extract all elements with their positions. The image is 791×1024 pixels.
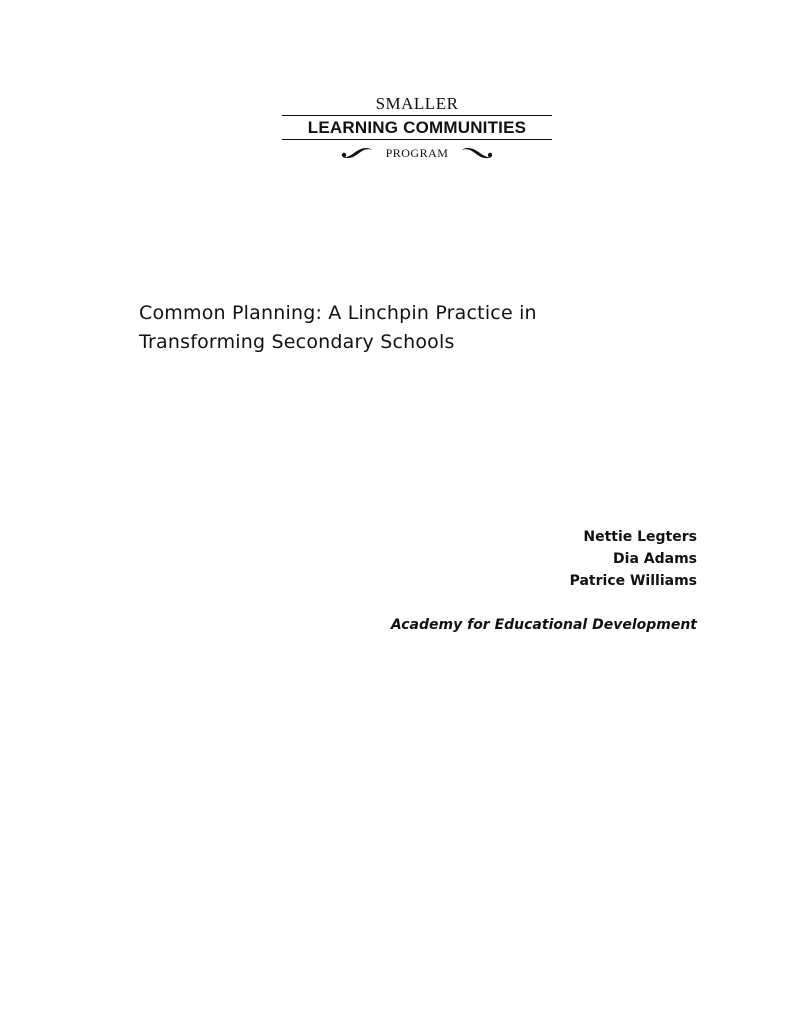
author-name: Nettie Legters [583,529,697,545]
program-logo [282,94,552,164]
document-title [139,299,699,357]
author-name: Dia Adams [613,551,697,567]
logo-top-rule [282,115,552,116]
logo-bottom-text: PROGRAM [385,146,449,160]
author-name: Patrice Williams [569,573,697,589]
document-title-line-1: Common Planning: A Linchpin Practice in [139,302,537,324]
logo-main-text: LEARNING COMMUNITIES [307,118,527,137]
document-title-line-2: Transforming Secondary Schools [139,331,455,353]
logo-top-text: SMALLER [375,94,459,113]
logo-bottom-row [282,143,552,163]
author-list [297,526,697,592]
swash-right-icon [460,145,494,159]
organization-name: Academy for Educational Development [390,617,697,633]
logo-bottom-rule [282,139,552,140]
